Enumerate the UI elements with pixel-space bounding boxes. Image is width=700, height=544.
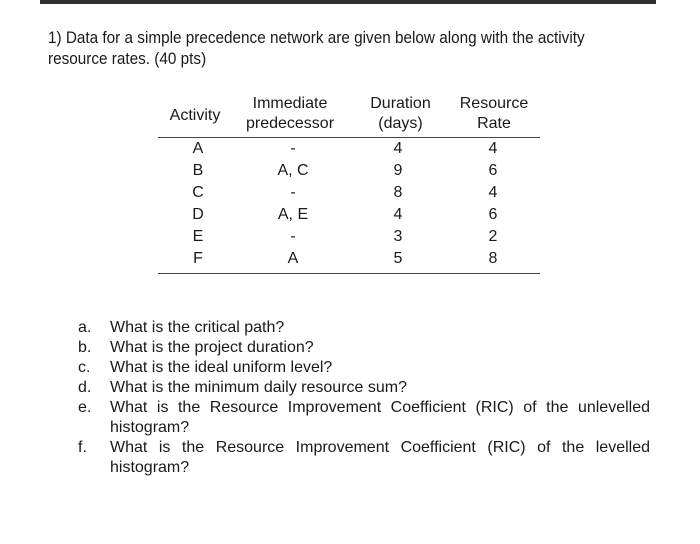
item-label: e.	[78, 399, 92, 416]
cell-predecessor: -	[290, 184, 296, 201]
header-resource-rate	[454, 94, 534, 134]
header-predecessor	[240, 94, 340, 134]
item-label: b.	[78, 339, 92, 356]
question-text	[48, 27, 588, 69]
cell-activity: E	[192, 228, 204, 245]
list-item	[78, 338, 650, 358]
cell-activity: A	[192, 140, 204, 157]
item-label: d.	[78, 379, 92, 396]
table-body	[158, 138, 540, 274]
subquestion-list	[78, 318, 650, 478]
item-text: What is the minimum daily resource sum?	[110, 379, 407, 396]
header-rate-line2: Rate	[477, 115, 511, 132]
item-text: What is the Resource Improvement Coefficient (RIC) of the unlevelled histogram?	[110, 399, 650, 436]
header-rate-line1: Resource	[459, 95, 529, 112]
list-item	[78, 398, 650, 438]
table-row	[158, 182, 540, 204]
item-label: a.	[78, 319, 92, 336]
item-label: f.	[78, 439, 87, 456]
item-text: What is the Resource Improvement Coefficient (RIC) of the levelled histogram?	[110, 439, 650, 476]
cell-activity: F	[193, 250, 203, 267]
cell-predecessor: A, C	[277, 162, 309, 179]
list-item	[78, 358, 650, 378]
table-row	[158, 226, 540, 248]
cell-predecessor: -	[290, 228, 296, 245]
question-line-1: 1) Data for a simple precedence network are given below along with the activity	[48, 28, 585, 47]
cell-duration: 4	[393, 206, 403, 223]
table-row	[158, 138, 540, 160]
cell-predecessor: -	[290, 140, 296, 157]
cell-duration: 8	[393, 184, 403, 201]
cell-predecessor: A	[287, 250, 299, 267]
table-row	[158, 160, 540, 182]
cell-activity: B	[192, 162, 204, 179]
table-row	[158, 248, 540, 270]
cell-duration: 3	[393, 228, 403, 245]
cell-duration: 5	[393, 250, 403, 267]
header-duration-line1: Duration	[370, 95, 431, 112]
activity-table	[158, 92, 540, 274]
cell-duration: 9	[393, 162, 403, 179]
header-predecessor-line2: predecessor	[245, 115, 335, 132]
cell-rate: 4	[488, 140, 498, 157]
cell-predecessor: A, E	[277, 206, 309, 223]
header-activity: Activity	[169, 107, 221, 124]
header-duration-line2: (days)	[378, 115, 423, 132]
table-header	[158, 92, 540, 138]
list-item	[78, 318, 650, 338]
table-row	[158, 204, 540, 226]
list-item	[78, 438, 650, 478]
list-item	[78, 378, 650, 398]
item-text: What is the ideal uniform level?	[110, 359, 333, 376]
item-text: What is the project duration?	[110, 339, 314, 356]
cell-rate: 6	[488, 206, 498, 223]
header-predecessor-line1: Immediate	[252, 95, 328, 112]
item-label: c.	[78, 359, 91, 376]
question-line-2: resource rates. (40 pts)	[48, 49, 207, 68]
cell-rate: 8	[488, 250, 498, 267]
cell-rate: 2	[488, 228, 498, 245]
cell-rate: 6	[488, 162, 498, 179]
header-duration	[363, 94, 438, 134]
cell-rate: 4	[488, 184, 498, 201]
cell-duration: 4	[393, 140, 403, 157]
top-border	[40, 0, 656, 4]
item-text: What is the critical path?	[110, 319, 285, 336]
cell-activity: C	[192, 184, 204, 201]
cell-activity: D	[192, 206, 204, 223]
